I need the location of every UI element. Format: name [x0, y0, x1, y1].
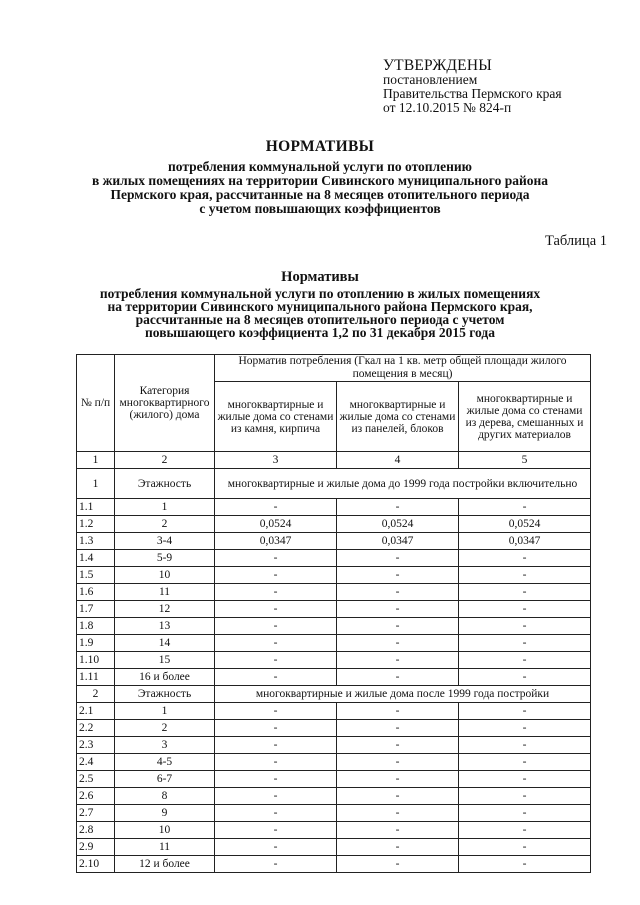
- value-wood: -: [459, 703, 591, 720]
- value-wood: -: [459, 652, 591, 669]
- value-wood: 0,0524: [459, 516, 591, 533]
- row-num: 1.5: [77, 567, 115, 584]
- header-wood: многоквартирные и жилые дома со стенами из дерева, смешанных и других материалов: [459, 382, 591, 452]
- row-floors: 2: [115, 516, 215, 533]
- norms-table: [76, 354, 591, 873]
- table-row: [77, 567, 591, 584]
- col-index: 2: [115, 452, 215, 469]
- value-panel: -: [337, 788, 459, 805]
- table-row: [77, 839, 591, 856]
- value-stone: -: [215, 720, 337, 737]
- row-num: 1.10: [77, 652, 115, 669]
- value-panel: -: [337, 499, 459, 516]
- row-floors: 16 и более: [115, 669, 215, 686]
- row-floors: 3-4: [115, 533, 215, 550]
- value-panel: -: [337, 771, 459, 788]
- value-panel: -: [337, 805, 459, 822]
- value-panel: 0,0524: [337, 516, 459, 533]
- row-floors: 1: [115, 703, 215, 720]
- approval-line-2: постановлением: [383, 72, 478, 87]
- row-floors: 10: [115, 567, 215, 584]
- value-stone: -: [215, 618, 337, 635]
- document-title: НОРМАТИВЫ: [265, 138, 375, 155]
- table-row: [77, 788, 591, 805]
- row-num: 1.3: [77, 533, 115, 550]
- table-row: [77, 635, 591, 652]
- table-subtitle-line: рассчитанные на 8 месяцев отопительного периода с учетом: [135, 312, 505, 327]
- value-wood: -: [459, 635, 591, 652]
- section-num: 1: [77, 469, 115, 499]
- value-stone: -: [215, 771, 337, 788]
- value-wood: -: [459, 771, 591, 788]
- value-wood: -: [459, 805, 591, 822]
- value-panel: -: [337, 652, 459, 669]
- value-wood: -: [459, 737, 591, 754]
- table-row: [77, 652, 591, 669]
- row-floors: 10: [115, 822, 215, 839]
- row-floors: 12: [115, 601, 215, 618]
- value-stone: -: [215, 669, 337, 686]
- table-row: [77, 703, 591, 720]
- row-num: 1.8: [77, 618, 115, 635]
- value-panel: -: [337, 584, 459, 601]
- value-stone: -: [215, 839, 337, 856]
- value-stone: -: [215, 499, 337, 516]
- value-wood: -: [459, 618, 591, 635]
- row-floors: 4-5: [115, 754, 215, 771]
- table-subtitle-line: потребления коммунальной услуги по отоплению в жилых помещениях: [99, 286, 541, 301]
- row-num: 2.2: [77, 720, 115, 737]
- table-row: [77, 601, 591, 618]
- value-stone: -: [215, 584, 337, 601]
- document-subtitle: [60, 160, 580, 216]
- value-wood: -: [459, 601, 591, 618]
- table-row: [77, 669, 591, 686]
- row-floors: 5-9: [115, 550, 215, 567]
- document-subtitle-line: потребления коммунальной услуги по отоплению: [168, 159, 472, 174]
- row-floors: 11: [115, 584, 215, 601]
- header-stone: многоквартирные и жилые дома со стенами из камня, кирпича: [215, 382, 337, 452]
- row-floors: 9: [115, 805, 215, 822]
- approval-line-1: УТВЕРЖДЕНЫ: [383, 57, 492, 74]
- row-floors: 8: [115, 788, 215, 805]
- header-category: Категория многоквартирного (жилого) дома: [115, 355, 215, 452]
- value-stone: -: [215, 652, 337, 669]
- row-num: 2.5: [77, 771, 115, 788]
- row-num: 1.4: [77, 550, 115, 567]
- value-wood: -: [459, 720, 591, 737]
- value-stone: -: [215, 822, 337, 839]
- row-num: 2.1: [77, 703, 115, 720]
- value-stone: -: [215, 703, 337, 720]
- table-title: Нормативы: [281, 269, 359, 285]
- table-subtitle: [70, 287, 570, 339]
- row-num: 1.11: [77, 669, 115, 686]
- table-subtitle-line: повышающего коэффициента 1,2 по 31 декабря 2015 года: [145, 325, 495, 340]
- value-wood: -: [459, 584, 591, 601]
- row-num: 2.3: [77, 737, 115, 754]
- value-stone: -: [215, 635, 337, 652]
- col-index: 1: [77, 452, 115, 469]
- row-floors: 6-7: [115, 771, 215, 788]
- approval-block: [383, 59, 623, 115]
- document-subtitle-line: Пермского края, рассчитанные на 8 месяцев отопительного периода: [110, 187, 530, 202]
- col-index: 3: [215, 452, 337, 469]
- table-label: Таблица 1: [544, 233, 607, 249]
- row-num: 1.1: [77, 499, 115, 516]
- value-wood: -: [459, 499, 591, 516]
- row-num: 2.8: [77, 822, 115, 839]
- table-row: [77, 805, 591, 822]
- row-floors: 1: [115, 499, 215, 516]
- row-num: 2.6: [77, 788, 115, 805]
- value-wood: -: [459, 669, 591, 686]
- table-row: [77, 618, 591, 635]
- value-panel: -: [337, 618, 459, 635]
- row-num: 2.9: [77, 839, 115, 856]
- value-panel: -: [337, 737, 459, 754]
- row-num: 1.6: [77, 584, 115, 601]
- value-wood: -: [459, 856, 591, 873]
- section-row: [77, 469, 591, 499]
- row-num: 2.4: [77, 754, 115, 771]
- value-panel: -: [337, 720, 459, 737]
- value-wood: 0,0347: [459, 533, 591, 550]
- value-panel: -: [337, 601, 459, 618]
- header-panel: многоквартирные и жилые дома со стенами из панелей, блоков: [337, 382, 459, 452]
- value-stone: -: [215, 550, 337, 567]
- value-panel: -: [337, 754, 459, 771]
- value-stone: -: [215, 788, 337, 805]
- section-title: многоквартирные и жилые дома до 1999 года постройки включительно: [215, 469, 591, 499]
- row-num: 1.2: [77, 516, 115, 533]
- row-num: 2.7: [77, 805, 115, 822]
- value-panel: -: [337, 669, 459, 686]
- table-row: [77, 499, 591, 516]
- value-stone: -: [215, 737, 337, 754]
- col-index: 5: [459, 452, 591, 469]
- row-floors: 3: [115, 737, 215, 754]
- value-wood: -: [459, 788, 591, 805]
- value-panel: -: [337, 822, 459, 839]
- row-floors: 11: [115, 839, 215, 856]
- row-floors: 13: [115, 618, 215, 635]
- table-row: [77, 533, 591, 550]
- value-wood: -: [459, 839, 591, 856]
- value-panel: -: [337, 567, 459, 584]
- value-stone: -: [215, 567, 337, 584]
- value-stone: 0,0524: [215, 516, 337, 533]
- value-stone: -: [215, 805, 337, 822]
- row-num: 2.10: [77, 856, 115, 873]
- header-num: № п/п: [77, 355, 115, 452]
- value-wood: -: [459, 567, 591, 584]
- value-panel: -: [337, 635, 459, 652]
- value-wood: -: [459, 822, 591, 839]
- approval-line-3: Правительства Пермского края: [383, 86, 562, 101]
- value-panel: -: [337, 839, 459, 856]
- section-row: [77, 686, 591, 703]
- row-floors: 12 и более: [115, 856, 215, 873]
- value-stone: 0,0347: [215, 533, 337, 550]
- section-title: многоквартирные и жилые дома после 1999 года постройки: [215, 686, 591, 703]
- value-panel: -: [337, 856, 459, 873]
- table-row: [77, 584, 591, 601]
- table-row: [77, 754, 591, 771]
- value-panel: 0,0347: [337, 533, 459, 550]
- section-label: Этажность: [115, 469, 215, 499]
- table-row: [77, 771, 591, 788]
- header-norm-group: Норматив потребления (Гкал на 1 кв. метр общей площади жилого помещения в месяц): [215, 355, 591, 382]
- value-panel: -: [337, 550, 459, 567]
- value-stone: -: [215, 754, 337, 771]
- value-panel: -: [337, 703, 459, 720]
- table-subtitle-line: на территории Сивинского муниципального района Пермского края,: [107, 299, 533, 314]
- row-floors: 2: [115, 720, 215, 737]
- approval-line-4: от 12.10.2015 № 824-п: [383, 100, 512, 115]
- section-num: 2: [77, 686, 115, 703]
- table-row: [77, 550, 591, 567]
- document-subtitle-line: с учетом повышающих коэффициентов: [199, 201, 441, 216]
- value-wood: -: [459, 550, 591, 567]
- row-floors: 15: [115, 652, 215, 669]
- col-index: 4: [337, 452, 459, 469]
- table-row: [77, 516, 591, 533]
- table-row: [77, 856, 591, 873]
- section-label: Этажность: [115, 686, 215, 703]
- value-wood: -: [459, 754, 591, 771]
- table-row: [77, 822, 591, 839]
- row-num: 1.9: [77, 635, 115, 652]
- table-row: [77, 720, 591, 737]
- value-stone: -: [215, 856, 337, 873]
- row-num: 1.7: [77, 601, 115, 618]
- document-subtitle-line: в жилых помещениях на территории Сивинского муниципального района: [91, 173, 549, 188]
- value-stone: -: [215, 601, 337, 618]
- row-floors: 14: [115, 635, 215, 652]
- table-row: [77, 737, 591, 754]
